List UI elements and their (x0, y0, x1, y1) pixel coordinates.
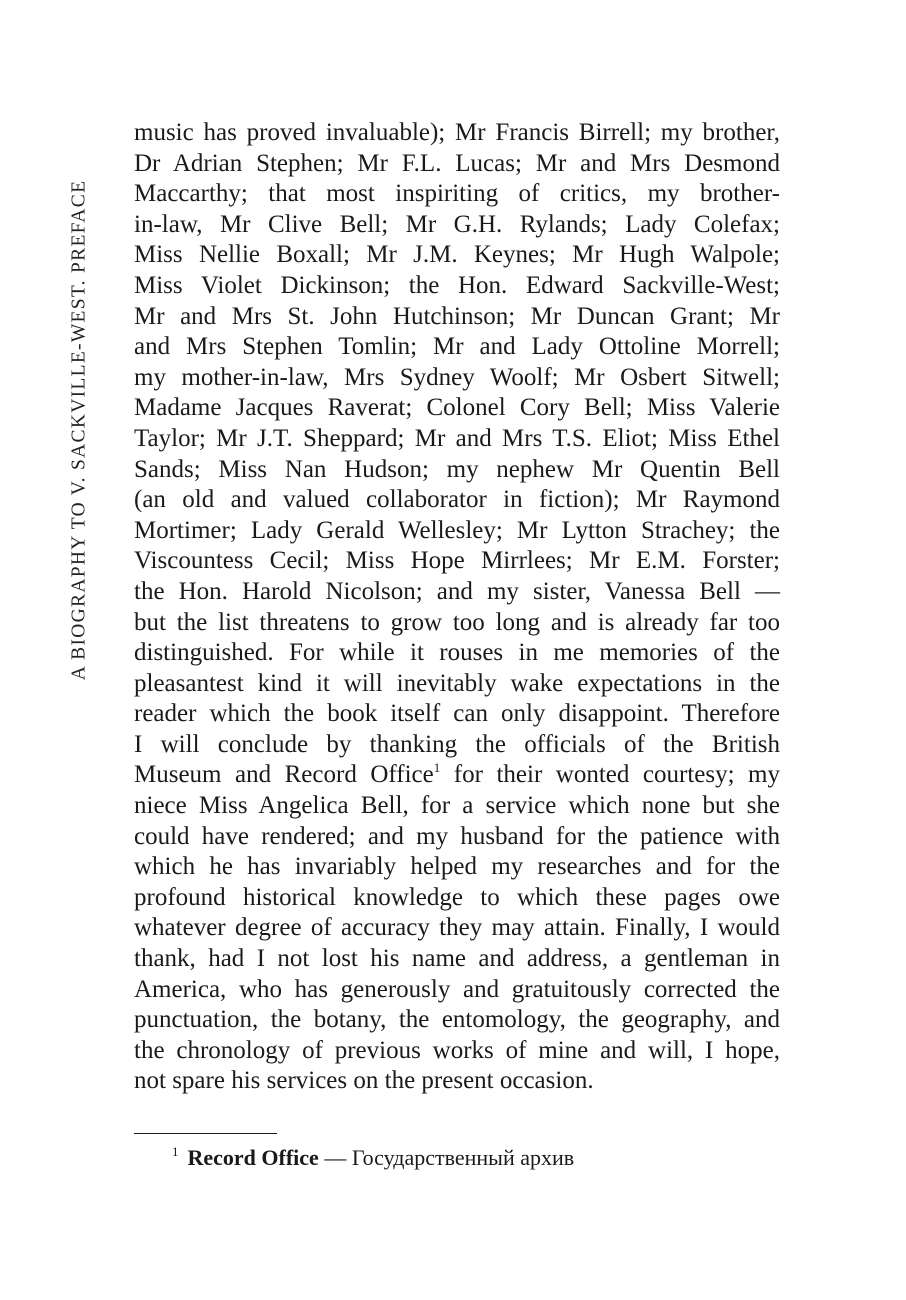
body-line: pleasantest kind it will inevitably wake expectations in the (134, 669, 780, 697)
body-line: reader which the book itself can only disappoint. Therefore (134, 700, 780, 728)
body-line: America, who has generously and gratuitously corrected the (134, 975, 780, 1003)
body-line-part: Museum and Record Office (134, 761, 434, 789)
body-line: my mother-in-law, Mrs Sydney Woolf; Mr Osbert Sitwell; (134, 363, 780, 391)
body-line: punctuation, the botany, the entomology, the geography, and (134, 1006, 780, 1034)
body-line: the Hon. Harold Nicolson; and my sister, Vanessa Bell — (134, 577, 780, 605)
body-line: thank, had I not lost his name and address, a gentleman in (134, 945, 780, 973)
body-line: Taylor; Mr J.T. Sheppard; Mr and Mrs T.S. Eliot; Miss Ethel (134, 424, 780, 452)
body-text (134, 118, 780, 1097)
body-line-with-footnote-ref (134, 760, 780, 791)
body-line: Dr Adrian Stephen; Mr F.L. Lucas; Mr and Mrs Desmond (134, 149, 780, 177)
body-line: Maccarthy; that most inspiriting of critics, my brother- (134, 180, 780, 208)
body-line: Mr and Mrs St. John Hutchinson; Mr Duncan Grant; Mr (134, 302, 780, 330)
body-line: and Mrs Stephen Tomlin; Mr and Lady Ottoline Morrell; (134, 333, 780, 361)
body-line: (an old and valued collaborator in fiction); Mr Raymond (134, 486, 780, 514)
body-line: Madame Jacques Raverat; Colonel Cory Bell; Miss Valerie (134, 394, 780, 422)
running-head-text: A BIOGRAPHY TO V. SACKVILLE-WEST. PREFACE (68, 179, 89, 680)
body-line: not spare his services on the present occasion. (134, 1067, 594, 1095)
body-line-part: for their wonted courtesy; my (453, 761, 781, 789)
body-line: which he has invariably helped my researches and for the (134, 853, 780, 881)
body-line: the chronology of previous works of mine and will, I hope, (134, 1036, 780, 1064)
body-line: Miss Nellie Boxall; Mr J.M. Keynes; Mr Hugh Walpole; (134, 241, 780, 269)
body-line: profound historical knowledge to which these pages owe (134, 883, 780, 911)
body-line: whatever degree of accuracy they may attain. Finally, I would (134, 914, 780, 942)
footnote-rule (134, 1133, 277, 1134)
body-line: music has proved invaluable); Mr Francis Birrell; my brother, (134, 119, 780, 146)
body-line: I will conclude by thanking the officials of the British (134, 730, 780, 758)
body-line: niece Miss Angelica Bell, for a service which none but she (134, 792, 780, 820)
footnote-ref: 1 (433, 760, 441, 776)
footnote (172, 1144, 574, 1172)
running-head (62, 122, 96, 737)
footnote-translation: — Государственный архив (318, 1145, 575, 1170)
footnote-term: Record Office (187, 1145, 319, 1170)
body-line: Miss Violet Dickinson; the Hon. Edward Sackville-West; (134, 271, 780, 299)
body-line: in-law, Mr Clive Bell; Mr G.H. Rylands; Lady Colefax; (134, 210, 780, 238)
footnote-number: 1 (172, 1144, 179, 1159)
body-line: distinguished. For while it rouses in me memories of the (134, 639, 780, 667)
body-line: Mortimer; Lady Gerald Wellesley; Mr Lytton Strachey; the (134, 516, 780, 544)
body-line: but the list threatens to grow too long and is already far too (134, 608, 780, 636)
body-line: Viscountess Cecil; Miss Hope Mirrlees; Mr E.M. Forster; (134, 547, 780, 575)
body-line: Sands; Miss Nan Hudson; my nephew Mr Quentin Bell (134, 455, 780, 483)
body-line: could have rendered; and my husband for the patience with (134, 822, 780, 850)
